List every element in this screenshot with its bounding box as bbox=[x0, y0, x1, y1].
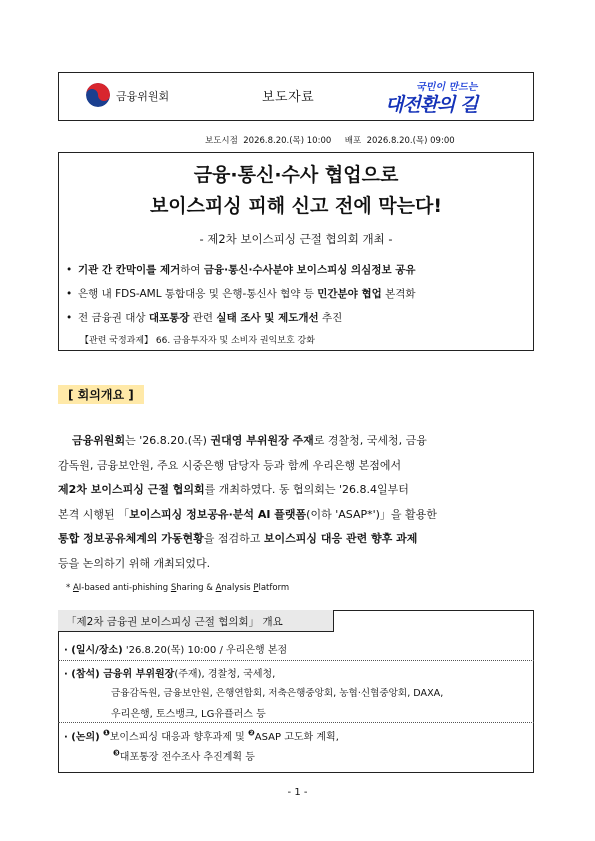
overview-box-heading bbox=[58, 610, 334, 632]
footnote-text: A bbox=[72, 583, 79, 593]
text-run: 전 금융권 대상 bbox=[78, 312, 149, 324]
bold-text: 기관 간 칸막이를 제거 bbox=[78, 264, 181, 276]
text-run: (이하 'ASAP*')」을 활용한 bbox=[306, 507, 437, 521]
agenda-number-2: ❷ bbox=[248, 728, 255, 738]
attendees-row bbox=[64, 665, 275, 680]
bullet-dot: • bbox=[66, 288, 73, 300]
attendees-label: · (참석) bbox=[64, 669, 100, 680]
text-run: 본격화 bbox=[381, 288, 416, 300]
bold-text: 보이스피싱 대응 관련 향후 과제 bbox=[263, 532, 418, 545]
paragraph-line bbox=[58, 503, 538, 528]
bullet-dot: • bbox=[66, 312, 73, 324]
attendees-line-3: 우리은행, 토스뱅크, LG유플러스 등 bbox=[111, 709, 266, 720]
attendees-line-1: (주재), 경찰청, 국세청, bbox=[174, 669, 276, 680]
agenda-item-2: ASAP 고도화 계획, bbox=[254, 732, 339, 743]
bold-text: 통합 정보공유체계의 가동현황 bbox=[58, 532, 204, 545]
agenda-row-2 bbox=[113, 748, 255, 763]
bold-text: 대포통장 bbox=[148, 312, 190, 324]
footnote-text: P bbox=[253, 583, 259, 593]
footnote-text: nalysis bbox=[221, 583, 254, 593]
box-divider bbox=[58, 660, 534, 661]
paragraph-line bbox=[58, 429, 538, 454]
footnote-text: S bbox=[170, 583, 177, 593]
paragraph-line bbox=[58, 478, 538, 503]
bold-text: 금융위원회 bbox=[72, 434, 126, 447]
text-run: 추진 bbox=[318, 312, 343, 324]
time-place-row bbox=[64, 641, 287, 656]
national-task-tag: 【관련 국정과제】 66. 금융투자자 및 소비자 권익보호 강화 bbox=[80, 336, 315, 346]
attendees-chair: 금융위 부위원장 bbox=[99, 669, 175, 680]
meeting-overview-paragraph bbox=[58, 429, 538, 576]
bullet-dot: • bbox=[66, 264, 73, 276]
agenda-item-3: 대포통장 전수조사 추진계획 등 bbox=[119, 752, 255, 763]
distribution-label: 배포 bbox=[344, 136, 362, 146]
title-line-1: 금융·통신·수사 협업으로 bbox=[193, 164, 399, 186]
text-run: 은행 내 FDS-AML 통합대응 및 은행-통신사 협약 등 bbox=[78, 288, 318, 300]
paragraph-line bbox=[58, 552, 538, 577]
text-run: 를 개최하였다. 동 협의회는 '26.8.4일부터 bbox=[204, 483, 409, 496]
agenda-number-3: ❸ bbox=[113, 748, 120, 758]
title-line-2: 보이스피싱 피해 신고 전에 막는다! bbox=[149, 195, 443, 217]
campaign-badge bbox=[385, 78, 517, 116]
footnote-text: latform bbox=[258, 583, 290, 593]
time-place-value: '26.8.20(목) 10:00 / 우리은행 본점 bbox=[122, 645, 288, 656]
bold-text: 제2차 보이스피싱 근절 협의회 bbox=[58, 483, 205, 496]
agenda-number-1: ❶ bbox=[102, 728, 110, 738]
subtitle: - 제2차 보이스피싱 근절 협의회 개최 - bbox=[199, 232, 393, 246]
badge-main-text: 대전환의 길 bbox=[385, 94, 478, 116]
bold-text: 민간분야 협업 bbox=[317, 288, 382, 300]
agenda-row bbox=[64, 728, 339, 743]
summary-bullet-1 bbox=[66, 262, 416, 277]
org-name: 금융위원회 bbox=[116, 90, 170, 103]
page-number: - 1 - bbox=[287, 787, 308, 798]
footnote-marker: * bbox=[66, 583, 73, 593]
agenda-item-1: 보이스피싱 대응과 향후과제 및 bbox=[109, 732, 249, 743]
text-run: 본격 시행된 「 bbox=[58, 507, 130, 521]
paragraph-line bbox=[58, 527, 538, 552]
footnote-text: haring & bbox=[176, 583, 216, 593]
text-run: 을 점검하고 bbox=[203, 532, 264, 545]
box-divider bbox=[58, 722, 534, 723]
report-time-value: 2026.8.20.(목) 10:00 bbox=[243, 136, 332, 146]
text-run: 는 '26.8.20.(목) bbox=[125, 434, 211, 447]
bold-text: 보이스피싱 정보공유·분석 AI 플랫폼 bbox=[129, 507, 307, 521]
report-time-label: 보도시점 bbox=[205, 136, 238, 146]
bold-text: 금융·통신·수사분야 보이스피싱 의심정보 공유 bbox=[203, 264, 416, 276]
badge-top-text: 국민이 만드는 bbox=[416, 82, 478, 93]
paragraph-line bbox=[58, 454, 538, 479]
bold-text: 권대영 부위원장 주재 bbox=[210, 434, 314, 447]
attendees-line-2: 금융감독원, 금융보안원, 은행연합회, 저축은행중앙회, 농협·신협중앙회, DAXA, bbox=[111, 688, 444, 699]
section-heading: [ 회의개요 ] bbox=[58, 385, 144, 404]
text-run: 관련 bbox=[189, 312, 217, 324]
distribution-value: 2026.8.20.(목) 09:00 bbox=[366, 136, 455, 146]
agenda-label: · (논의) bbox=[64, 732, 100, 743]
summary-bullet-2 bbox=[66, 286, 416, 301]
text-run: 등을 논의하기 위해 개최되었다. bbox=[58, 556, 211, 570]
government-logo-icon bbox=[86, 83, 110, 107]
bold-text: 실태 조사 및 제도개선 bbox=[216, 312, 319, 324]
footnote-text: A bbox=[215, 583, 222, 593]
text-run: 로 경찰청, 국세청, 금융 bbox=[313, 434, 427, 447]
overview-box-heading-text: 「제2차 금융권 보이스피싱 근절 협의회」 개요 bbox=[66, 616, 283, 628]
time-place-label: · (일시/장소) bbox=[64, 645, 123, 656]
footnote bbox=[66, 583, 289, 593]
release-dates bbox=[205, 134, 455, 146]
text-run: 감독원, 금융보안원, 주요 시중은행 담당자 등과 함께 우리은행 본점에서 bbox=[58, 458, 402, 472]
summary-bullet-3 bbox=[66, 310, 342, 325]
doc-type: 보도자료 bbox=[262, 90, 315, 105]
text-run: 하여 bbox=[180, 264, 204, 276]
footnote-text: I-based anti-phishing bbox=[78, 583, 171, 593]
